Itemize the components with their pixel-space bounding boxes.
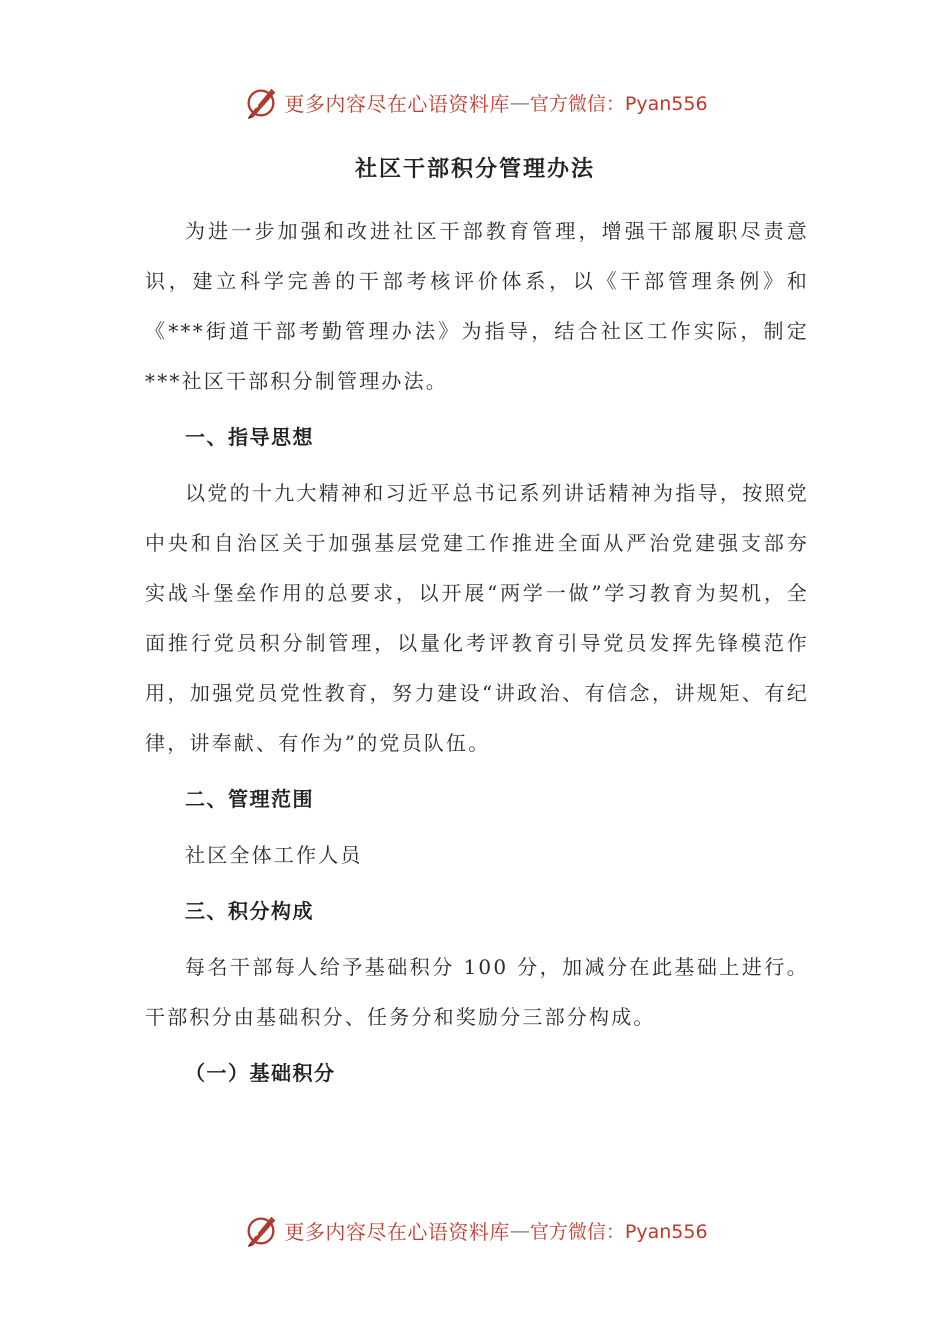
watermark-wechat: 官方微信：Pyan556: [529, 92, 708, 115]
watermark-separator: —: [509, 90, 530, 114]
watermark-footer: [0, 1210, 950, 1250]
subsection-heading-base-points: （一）基础积分: [185, 1061, 336, 1085]
watermark-wechat: 官方微信：Pyan556: [529, 1220, 708, 1243]
section-body-management-scope: 社区全体工作人员: [185, 843, 363, 867]
pen-nib-logo-icon: [242, 83, 280, 121]
document-title: 社区干部积分管理办法: [354, 157, 595, 182]
section-heading-management-scope: 二、管理范围: [185, 787, 314, 811]
document-body: [145, 206, 809, 1104]
watermark-text: 更多内容尽在心语资料库: [284, 91, 510, 116]
section-body-points-composition: 每名干部每人给予基础积分 100 分，加减分在此基础上进行。干部积分由基础积分、任务分和奖励分三部分构成。: [145, 955, 809, 1029]
watermark-header: [0, 82, 950, 122]
pen-nib-logo-icon: [242, 1211, 280, 1249]
section-heading-guiding-ideology: 一、指导思想: [185, 425, 314, 449]
section-body-guiding-ideology: 以党的十九大精神和习近平总书记系列讲话精神为指导，按照党中央和自治区关于加强基层党建工作推进全面从严治党建强支部夯实战斗堡垒作用的总要求，以开展“两学一做”学习教育为契机，全面推行党员积分制管理，以量化考评教育引导党员发挥先锋模范作用，加强党员党性教育，努力建设“讲政治、有信念，讲规矩、有纪律，讲奉献、有作为”的党员队伍。: [145, 481, 809, 755]
intro-paragraph: 为进一步加强和改进社区干部教育管理，增强干部履职尽责意识，建立科学完善的干部考核评价体系，以《干部管理条例》和《***街道干部考勤管理办法》为指导，结合社区工作实际，制定***社区干部积分制管理办法。: [145, 219, 809, 393]
watermark-text: 更多内容尽在心语资料库: [284, 1219, 510, 1244]
section-heading-points-composition: 三、积分构成: [185, 899, 314, 923]
watermark-separator: —: [509, 1218, 530, 1242]
